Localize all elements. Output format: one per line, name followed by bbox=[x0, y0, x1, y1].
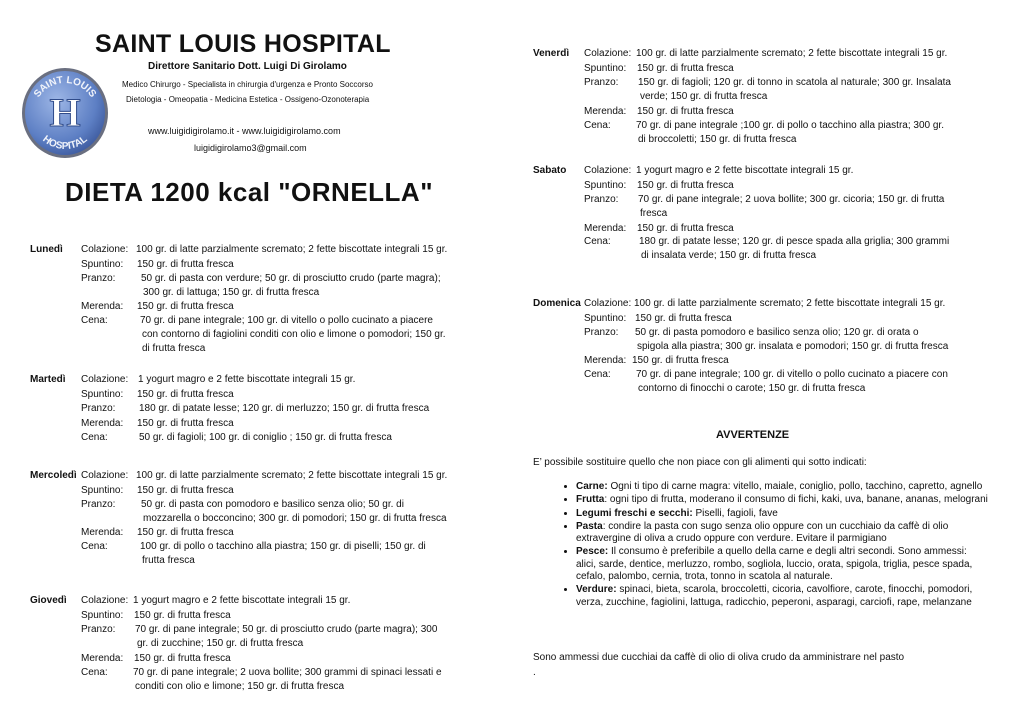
meal-text: 150 gr. di frutta fresca bbox=[134, 610, 231, 621]
day-name: Lunedì bbox=[30, 244, 63, 255]
meal-label: Colazione: bbox=[81, 244, 129, 255]
hospital-logo bbox=[20, 66, 110, 160]
substitution-item bbox=[576, 546, 988, 583]
meal-text-continuation: mozzarella o bocconcino; 300 gr. di pomodori; 150 gr. di frutta fresca bbox=[143, 513, 447, 524]
substitution-term: Verdure: bbox=[576, 584, 617, 596]
meal-text: 150 gr. di frutta fresca bbox=[632, 355, 729, 366]
meal-text: 150 gr. di fagioli; 120 gr. di tonno in scatola al naturale; 300 gr. Insalata bbox=[638, 77, 951, 88]
warnings-title: AVVERTENZE bbox=[716, 429, 790, 441]
meal-text-continuation: di insalata verde; 150 gr. di frutta fresca bbox=[641, 250, 817, 261]
meal-label: Cena: bbox=[81, 667, 108, 678]
trailing-dot: . bbox=[533, 667, 536, 678]
meal-text-continuation: di frutta fresca bbox=[142, 343, 206, 354]
substitution-item bbox=[576, 521, 988, 546]
day-name: Mercoledì bbox=[30, 470, 77, 481]
meal-label: Merenda: bbox=[584, 355, 627, 366]
meal-text: 50 gr. di pasta con pomodoro e basilico senza olio; 50 gr. di bbox=[141, 499, 404, 510]
meal-label: Cena: bbox=[584, 120, 611, 131]
meal-label: Spuntino: bbox=[81, 389, 124, 400]
substitution-term: Frutta bbox=[576, 494, 605, 506]
meal-label: Merenda: bbox=[81, 301, 124, 312]
meal-label: Cena: bbox=[81, 432, 108, 443]
specialty-line-1: Medico Chirurgo - Specialista in chirurgia d'urgenza e Pronto Soccorso bbox=[122, 80, 373, 89]
email-address: luigidigirolamo3@gmail.com bbox=[194, 143, 307, 153]
meal-text: 150 gr. di frutta fresca bbox=[137, 418, 234, 429]
meal-text: 150 gr. di frutta fresca bbox=[137, 259, 234, 270]
meal-label: Colazione: bbox=[584, 48, 632, 59]
meal-label: Cena: bbox=[584, 236, 611, 247]
meal-label: Merenda: bbox=[81, 418, 124, 429]
substitution-text: Ogni ti tipo di carne magra: vitello, maiale, coniglio, pollo, tacchino, capretto, agnello bbox=[607, 481, 983, 492]
meal-text: 180 gr. di patate lesse; 120 gr. di pesce spada alla griglia; 300 grammi bbox=[639, 236, 950, 247]
meal-label: Pranzo: bbox=[81, 624, 116, 635]
meal-text: 1 yogurt magro e 2 fette biscottate integrali 15 gr. bbox=[133, 595, 351, 606]
substitution-text: Piselli, fagioli, fave bbox=[692, 507, 778, 519]
meal-text: 70 gr. di pane integrale; 100 gr. di vitello o pollo cucinato a piacere bbox=[140, 315, 433, 326]
meal-label: Spuntino: bbox=[81, 259, 124, 270]
meal-label: Spuntino: bbox=[81, 610, 124, 621]
substitution-term: Carne: bbox=[576, 481, 608, 492]
meal-text: 100 gr. di latte parzialmente scremato; 2 fette biscottate integrali 15 gr. bbox=[634, 298, 946, 309]
meal-text-continuation: di broccoletti; 150 gr. di frutta fresca bbox=[638, 134, 797, 145]
meal-label: Cena: bbox=[584, 369, 611, 380]
meal-text: 70 gr. di pane integrale ;100 gr. di pollo o tacchino alla piastra; 300 gr. bbox=[636, 120, 944, 131]
logo-text-top: SAINT LOUIS bbox=[32, 74, 98, 100]
meal-label: Spuntino: bbox=[584, 180, 627, 191]
substitution-text: : ogni tipo di frutta, moderano il consumo di fichi, kaki, uva, banane, ananas, melograni bbox=[604, 494, 988, 506]
meal-text: 70 gr. di pane integrale; 2 uova bollite; 300 gr. cicoria; 150 gr. di frutta bbox=[638, 194, 945, 205]
meal-text: 100 gr. di pollo o tacchino alla piastra; 150 gr. di piselli; 150 gr. di bbox=[140, 541, 426, 552]
meal-label: Pranzo: bbox=[584, 77, 619, 88]
day-name: Giovedì bbox=[30, 595, 67, 606]
meal-text: 50 gr. di fagioli; 100 gr. di coniglio ; 150 gr. di frutta fresca bbox=[139, 432, 392, 443]
meal-label: Colazione: bbox=[81, 470, 129, 481]
day-name: Martedì bbox=[30, 374, 66, 385]
meal-text: 180 gr. di patate lesse; 120 gr. di merluzzo; 150 gr. di frutta fresca bbox=[139, 403, 430, 414]
director-name: Direttore Sanitario Dott. Luigi Di Girolamo bbox=[148, 61, 347, 72]
meal-text: 150 gr. di frutta fresca bbox=[637, 106, 734, 117]
logo-letter: H bbox=[49, 90, 81, 135]
substitution-item bbox=[576, 494, 988, 506]
meal-text: 1 yogurt magro e 2 fette biscottate integrali 15 gr. bbox=[636, 165, 854, 176]
meal-label: Pranzo: bbox=[81, 403, 116, 414]
meal-text: 150 gr. di frutta fresca bbox=[134, 653, 231, 664]
meal-label: Spuntino: bbox=[81, 485, 124, 496]
meal-text: 150 gr. di frutta fresca bbox=[635, 313, 732, 324]
meal-text: 70 gr. di pane integrale; 100 gr. di vitello o pollo cucinato a piacere con bbox=[636, 369, 948, 380]
day-name: Sabato bbox=[533, 165, 567, 176]
substitution-text: Il consumo è preferibile a quello della carne e degli altri secondi. Sono ammessi: alici, sarde, dentice, merluzzo, rombo, sogliola, luccio, orata, spigola, triglia, pesce spada, cefalo, palombo, cernia, trota, tonno in scatola al naturale. bbox=[576, 546, 973, 583]
logo-text-bottom: HOSPITAL bbox=[40, 133, 90, 153]
meal-text: 150 gr. di frutta fresca bbox=[137, 389, 234, 400]
warnings-outro: Sono ammessi due cucchiai da caffè di olio di oliva crudo da amministrare nel pasto bbox=[533, 652, 905, 663]
specialty-line-2: Dietologia - Omeopatia - Medicina Estetica - Ossigeno-Ozonoterapia bbox=[126, 95, 370, 104]
meal-text: 150 gr. di frutta fresca bbox=[137, 527, 234, 538]
meal-text: 150 gr. di frutta fresca bbox=[137, 485, 234, 496]
meal-label: Cena: bbox=[81, 541, 108, 552]
substitutions-list bbox=[533, 481, 988, 610]
substitution-text: spinaci, bieta, scarola, broccoletti, cicoria, cavolfiore, carote, finocchi, pomodori, verza, zucchine, fagiolini, lattuga, radicchio, peperoni, asparagi, carciofi, rape, melanzane bbox=[576, 584, 973, 608]
meal-text: 100 gr. di latte parzialmente scremato; 2 fette biscottate integrali 15 gr. bbox=[636, 48, 948, 59]
meal-label: Merenda: bbox=[584, 106, 627, 117]
substitution-text: : condire la pasta con sugo senza olio oppure con un cucchiaio da caffè di olio extravergine di oliva a crudo oppure con verdure. Evitare il parmigiano bbox=[576, 520, 949, 545]
meal-text: 70 gr. di pane integrale; 2 uova bollite; 300 grammi di spinaci lessati e bbox=[133, 667, 442, 678]
meal-label: Colazione: bbox=[584, 298, 632, 309]
substitution-term: Legumi freschi e secchi: bbox=[576, 507, 693, 519]
meal-text: 70 gr. di pane integrale; 50 gr. di prosciutto crudo (parte magra); 300 bbox=[135, 624, 438, 635]
meal-label: Pranzo: bbox=[81, 273, 116, 284]
meal-text: 150 gr. di frutta fresca bbox=[637, 63, 734, 74]
diet-title: DIETA 1200 kcal "ORNELLA" bbox=[65, 177, 434, 207]
warnings-intro: E’ possibile sostituire quello che non piace con gli alimenti qui sotto indicati: bbox=[533, 457, 867, 468]
meal-text: 150 gr. di frutta fresca bbox=[137, 301, 234, 312]
meal-label: Spuntino: bbox=[584, 313, 627, 324]
meal-text: 150 gr. di frutta fresca bbox=[637, 180, 734, 191]
meal-text-continuation: 300 gr. di lattuga; 150 gr. di frutta fresca bbox=[143, 287, 320, 298]
day-name: Domenica bbox=[533, 298, 581, 309]
meal-label: Pranzo: bbox=[584, 194, 619, 205]
substitution-term: Pesce: bbox=[576, 546, 609, 558]
meal-label: Colazione: bbox=[584, 165, 632, 176]
meal-text: 150 gr. di frutta fresca bbox=[637, 223, 734, 234]
meal-label: Colazione: bbox=[81, 374, 129, 385]
meal-text: 50 gr. di pasta con verdure; 50 gr. di prosciutto crudo (parte magra); bbox=[141, 273, 441, 284]
meal-text-continuation: gr. di zucchine; 150 gr. di frutta fresca bbox=[137, 638, 304, 649]
meal-label: Merenda: bbox=[81, 527, 124, 538]
meal-label: Colazione: bbox=[81, 595, 129, 606]
meal-text: 1 yogurt magro e 2 fette biscottate integrali 15 gr. bbox=[138, 374, 356, 385]
meal-text: 100 gr. di latte parzialmente scremato; 2 fette biscottate integrali 15 gr. bbox=[136, 244, 448, 255]
meal-text: 50 gr. di pasta pomodoro e basilico senza olio; 120 gr. di orata o bbox=[635, 327, 919, 338]
meal-text-continuation: conditi con olio e limone; 150 gr. di frutta fresca bbox=[135, 681, 345, 692]
meal-label: Pranzo: bbox=[584, 327, 619, 338]
meal-label: Pranzo: bbox=[81, 499, 116, 510]
meal-text-continuation: con contorno di fagiolini conditi con olio e limone o pomodori; 150 gr. bbox=[142, 329, 446, 340]
substitution-item bbox=[576, 508, 988, 520]
meal-text-continuation: frutta fresca bbox=[142, 555, 195, 566]
meal-text-continuation: fresca bbox=[640, 208, 668, 219]
meal-label: Cena: bbox=[81, 315, 108, 326]
hospital-name: SAINT LOUIS HOSPITAL bbox=[95, 30, 391, 58]
meal-label: Spuntino: bbox=[584, 63, 627, 74]
meal-text-continuation: contorno di finocchi o carote; 150 gr. di frutta fresca bbox=[638, 383, 866, 394]
meal-text: 100 gr. di latte parzialmente scremato; 2 fette biscottate integrali 15 gr. bbox=[136, 470, 448, 481]
meal-label: Merenda: bbox=[584, 223, 627, 234]
substitution-item bbox=[576, 481, 988, 493]
meal-text-continuation: spigola alla piastra; 300 gr. insalata e pomodori; 150 gr. di frutta fresca bbox=[637, 341, 949, 352]
substitution-item bbox=[576, 584, 988, 609]
day-name: Venerdì bbox=[533, 48, 570, 59]
meal-text-continuation: verde; 150 gr. di frutta fresca bbox=[640, 91, 768, 102]
substitution-term: Pasta bbox=[576, 520, 603, 532]
meal-label: Merenda: bbox=[81, 653, 124, 664]
website-links: www.luigidigirolamo.it - www.luigidigirolamo.com bbox=[148, 126, 341, 136]
